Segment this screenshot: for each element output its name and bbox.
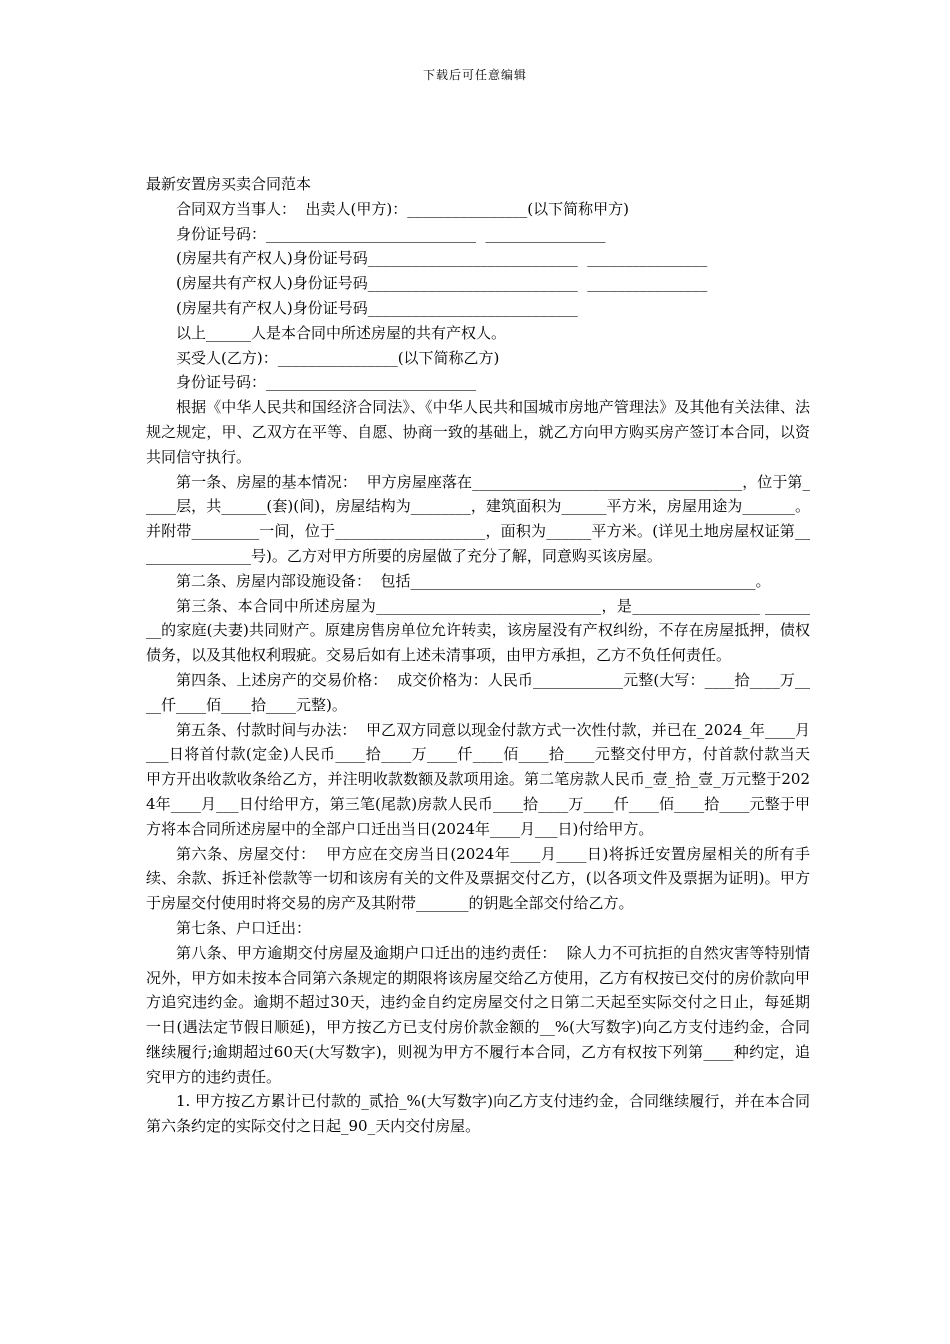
co-owner-count-line: 以上______人是本合同中所述房屋的共有产权人。 <box>176 323 507 342</box>
document-title: 最新安置房买卖合同范本 <box>146 175 312 193</box>
article-1-paragraph: 第一条、房屋的基本情况： 甲方房屋座落在____________________________________，位于第_____层，共______(套)(间)，房屋结构为________，建筑面积为______平方米，房屋用途为_______。并附带_________一间，位于____________________，面积为______平方米。(详见土地房屋权证第________________号)。乙方对甲方所要的房屋做了充分了解，同意购买该房屋。 <box>146 472 810 565</box>
article-6-paragraph: 第六条、房屋交付： 甲方应在交房当日(2024年____月____日)将拆迁安置房屋相关的所有手续、余款、拆迁补偿款等一切和该房有关的文件及票据交付乙方，(以各项文件及票据为证明)。甲方于房屋交付使用时将交易的房产及其附带_______的钥匙全部交付给乙方。 <box>146 844 810 913</box>
seller-id-line: 身份证号码：____________________________ ________________ <box>176 224 606 243</box>
page-header: 下载后可任意编辑 <box>422 68 527 82</box>
buyer-id-line: 身份证号码：____________________________ <box>176 373 477 392</box>
co-owner-id-line: (房屋共有产权人)身份证号码____________________________ ________________ <box>176 249 708 268</box>
co-owner-id-line: (房屋共有产权人)身份证号码____________________________ <box>176 298 578 317</box>
article-7-paragraph: 第七条、户口迁出： <box>176 918 312 937</box>
parties-line: 合同双方当事人： 出卖人(甲方)：________________(以下简称甲方) <box>176 199 629 218</box>
article-3-paragraph: 第三条、本合同中所述房屋为______________________________，是_________________ ________的家庭(夫妻)共同财产。原建房售房单位允许转卖，该房屋没有产权纠纷，不存在房屋抵押，债权债务，以及其他权利瑕疵。交易后如有上述未清事项，由甲方承担，乙方不负任何责任。 <box>146 596 810 665</box>
article-2-paragraph: 第二条、房屋内部设施设备： 包括______________________________________________。 <box>176 571 771 590</box>
article-8-paragraph: 第八条、甲方逾期交付房屋及逾期户口迁出的违约责任： 除人力不可抗拒的自然灾害等特别情况外，甲方如未按本合同第六条规定的期限将该房屋交给乙方使用，乙方有权按已交付的房价款向甲方追究违约金。逾期不超过30天，违约金自约定房屋交付之日第二天起至实际交付之日止，每延期一日(遇法定节假日顺延)，甲方按乙方已支付房价款金额的__%(大写数字)向乙方支付违约金，合同继续履行;逾期超过60天(大写数字)，则视为甲方不履行本合同，乙方有权按下列第____种约定，追究甲方的违约责任。 <box>146 943 810 1086</box>
clause-1-paragraph: 1. 甲方按乙方累计已付款的_贰拾_%(大写数字)向乙方支付违约金，合同继续履行，并在本合同第六条约定的实际交付之日起_90_天内交付房屋。 <box>146 1092 810 1136</box>
article-5-paragraph: 第五条、付款时间与办法： 甲乙双方同意以现金付款方式一次性付款，并已在_2024_年____月___日将首付款(定金)人民币____拾____万____仟____佰____拾____元整交付甲方，付首款付款当天甲方开出收款收条给乙方，并注明收款数额及款项用途。第二笔房款人民币_壹_拾_壹_万元整于2024年____月___日付给甲方，第三笔(尾款)房款人民币____拾____万____仟____佰____拾____元整于甲方将本合同所述房屋中的全部户口迁出当日(2024年____月___日)付给甲方。 <box>146 720 810 838</box>
preamble-paragraph: 根据《中华人民共和国经济合同法》、《中华人民共和国城市房地产管理法》及其他有关法律、法规之规定，甲、乙双方在平等、自愿、协商一致的基础上，就乙方向甲方购买房产签订本合同，以资共同信守执行。 <box>146 398 810 466</box>
buyer-line: 买受人(乙方)：________________(以下简称乙方) <box>176 348 500 367</box>
co-owner-id-line: (房屋共有产权人)身份证号码____________________________ ________________ <box>176 274 708 293</box>
article-4-paragraph: 第四条、上述房产的交易价格： 成交价格为：人民币____________元整(大写：____拾____万____仟____佰____拾____元整)。 <box>146 670 810 714</box>
contract-body <box>146 172 810 1139</box>
